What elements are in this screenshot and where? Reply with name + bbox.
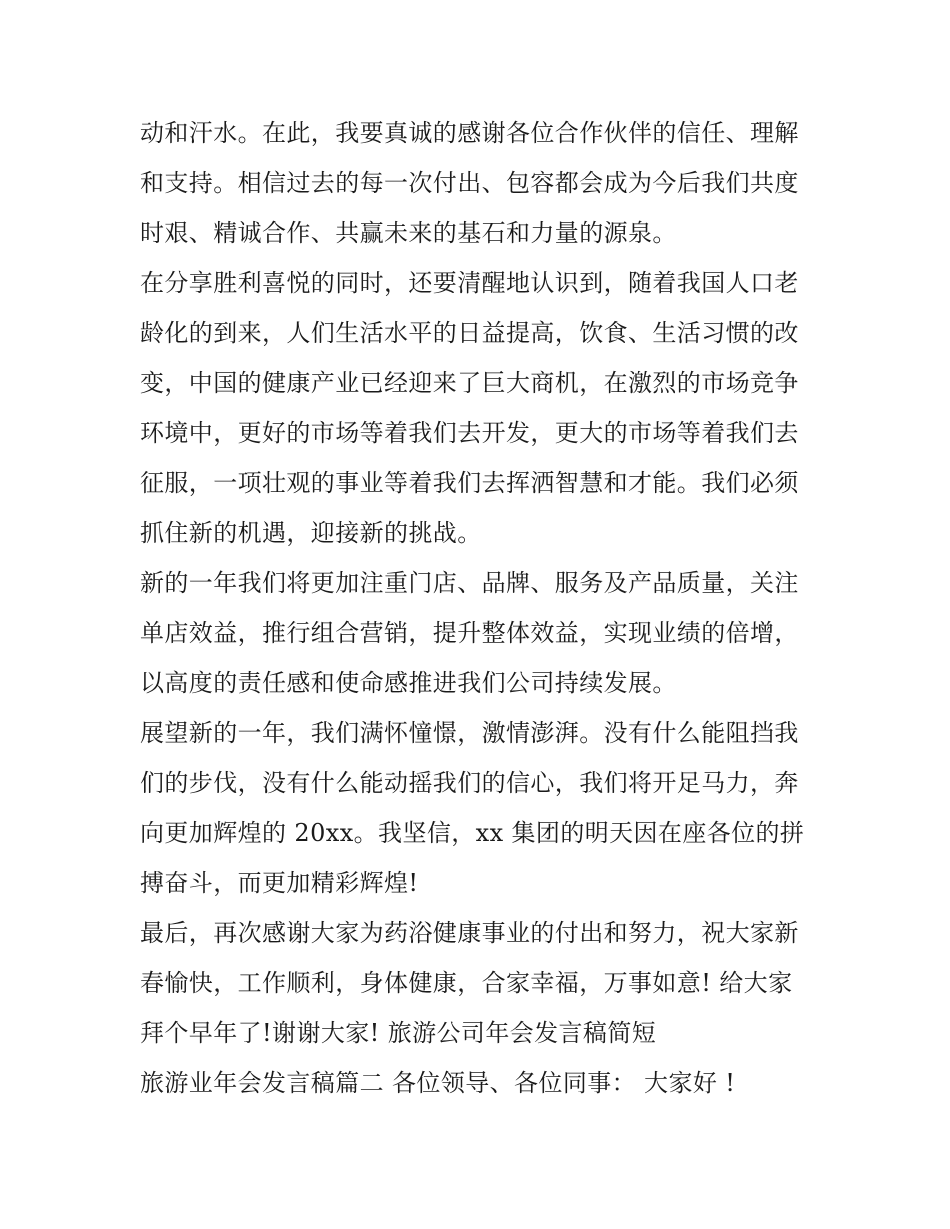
text-line: 抓住新的机遇，迎接新的挑战。 bbox=[140, 519, 482, 547]
text-line: 和支持。相信过去的每一次付出、包容都会成为今后我们共度 bbox=[140, 169, 799, 197]
text-line: 动和汗水。在此，我要真诚的感谢各位合作伙伴的信任、理解 bbox=[140, 119, 799, 147]
text-line: 搏奋斗，而更加精彩辉煌! bbox=[140, 869, 419, 897]
text-line: 环境中，更好的市场等着我们去开发，更大的市场等着我们去 bbox=[140, 419, 799, 447]
text-line: 新的一年我们将更加注重门店、品牌、服务及产品质量，关注 bbox=[140, 569, 799, 597]
text-line: 变，中国的健康产业已经迎来了巨大商机，在激烈的市场竞争 bbox=[140, 369, 799, 397]
text-line: 拜个早年了!谢谢大家! 旅游公司年会发言稿简短 bbox=[140, 1019, 657, 1047]
text-line: 最后，再次感谢大家为药浴健康事业的付出和努力，祝大家新 bbox=[140, 919, 799, 947]
text-line: 征服，一项壮观的事业等着我们去挥洒智慧和才能。我们必须 bbox=[140, 469, 799, 497]
text-line: 向更加辉煌的 20xx。我坚信，xx 集团的明天因在座各位的拼 bbox=[140, 819, 805, 847]
text-line: 展望新的一年，我们满怀憧憬，激情澎湃。没有什么能阻挡我 bbox=[140, 719, 799, 747]
text-line: 在分享胜利喜悦的同时，还要清醒地认识到，随着我国人口老 bbox=[140, 269, 799, 297]
text-line: 春愉快，工作顺利，身体健康，合家幸福，万事如意! 给大家 bbox=[140, 969, 793, 997]
text-line: 以高度的责任感和使命感推进我们公司持续发展。 bbox=[140, 669, 677, 697]
text-line: 时艰、精诚合作、共赢未来的基石和力量的源泉。 bbox=[140, 219, 677, 247]
text-line: 们的步伐，没有什么能动摇我们的信心，我们将开足马力，奔 bbox=[140, 769, 799, 797]
text-line: 龄化的到来，人们生活水平的日益提高，饮食、生活习惯的改 bbox=[140, 319, 799, 347]
text-line: 单店效益，推行组合营销，提升整体效益，实现业绩的倍增， bbox=[140, 619, 799, 647]
text-line: 旅游业年会发言稿篇二 各位领导、各位同事： 大家好 ! bbox=[140, 1069, 736, 1097]
document-body bbox=[140, 108, 816, 1108]
